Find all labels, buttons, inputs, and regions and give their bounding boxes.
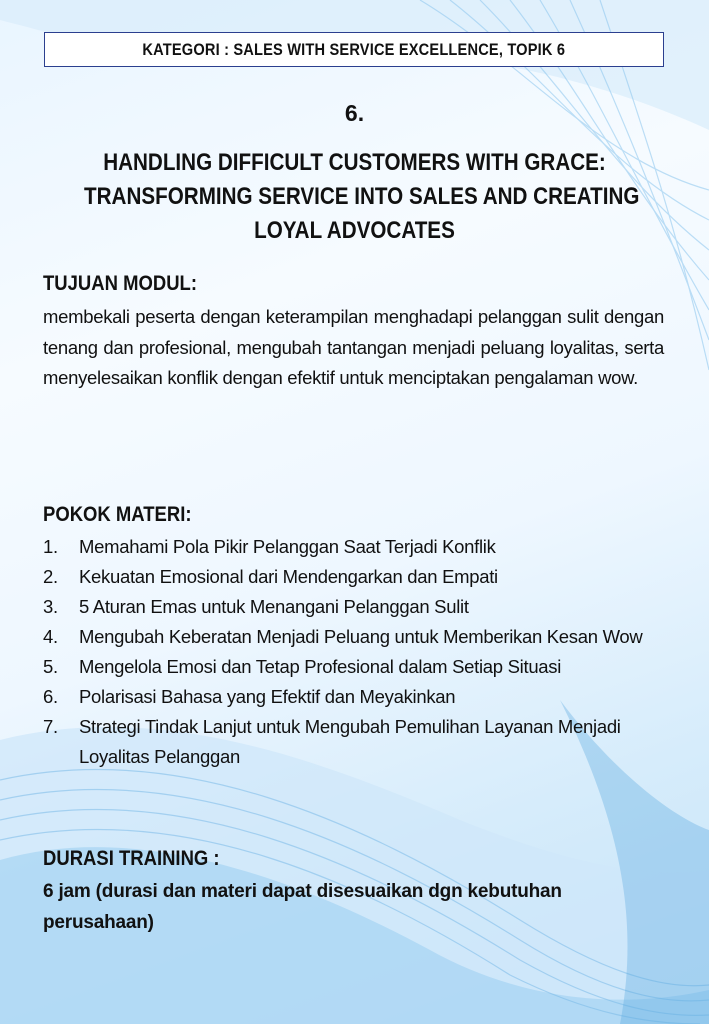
duration-heading: DURASI TRAINING : bbox=[43, 847, 220, 870]
category-label: KATEGORI : SALES WITH SERVICE EXCELLENCE, TOPIK 6 bbox=[142, 39, 566, 59]
list-item-text: 5 Aturan Emas untuk Menangani Pelanggan Sulit bbox=[79, 596, 469, 617]
objective-text: membekali peserta dengan keterampilan menghadapi pelanggan sulit dengan tenang dan profesional, mengubah tantangan menjadi peluang loyalitas, serta menyelesaikan konflik dengan efektif untuk menciptakan pengalaman wow. bbox=[43, 306, 664, 388]
materials-heading: POKOK MATERI: bbox=[43, 503, 192, 526]
category-header bbox=[44, 32, 664, 67]
list-item bbox=[43, 652, 673, 682]
list-item bbox=[43, 562, 673, 592]
list-item bbox=[43, 682, 673, 712]
list-item-number: 7. bbox=[43, 716, 58, 737]
list-item bbox=[43, 622, 673, 652]
list-item-text: Polarisasi Bahasa yang Efektif dan Meyakinkan bbox=[79, 686, 456, 707]
list-item-number: 2. bbox=[43, 566, 58, 587]
list-item-text: Mengelola Emosi dan Tetap Profesional dalam Setiap Situasi bbox=[79, 656, 562, 677]
list-item-text: Kekuatan Emosional dari Mendengarkan dan Empati bbox=[79, 566, 498, 587]
objective-heading: TUJUAN MODUL: bbox=[43, 272, 197, 295]
list-item-text: Memahami Pola Pikir Pelanggan Saat Terjadi Konflik bbox=[79, 536, 496, 557]
list-item-number: 4. bbox=[43, 626, 58, 647]
list-item-text: Strategi Tindak Lanjut untuk Mengubah Pemulihan Layanan Menjadi Loyalitas Pelanggan bbox=[79, 716, 621, 767]
module-title-line: TRANSFORMING SERVICE INTO SALES AND CREATING bbox=[84, 183, 640, 210]
module-title bbox=[40, 146, 669, 248]
list-item bbox=[43, 712, 673, 772]
list-item bbox=[43, 532, 673, 562]
list-item bbox=[43, 592, 673, 622]
duration-text: 6 jam (durasi dan materi dapat disesuaikan dgn kebutuhan perusahaan) bbox=[43, 881, 562, 933]
topic-number: 6. bbox=[344, 100, 365, 126]
module-title-line: HANDLING DIFFICULT CUSTOMERS WITH GRACE: bbox=[103, 149, 606, 176]
list-item-number: 1. bbox=[43, 536, 58, 557]
module-title-line: LOYAL ADVOCATES bbox=[254, 217, 455, 244]
list-item-number: 5. bbox=[43, 656, 58, 677]
materials-list bbox=[43, 532, 673, 772]
list-item-number: 6. bbox=[43, 686, 58, 707]
list-item-number: 3. bbox=[43, 596, 58, 617]
list-item-text: Mengubah Keberatan Menjadi Peluang untuk Memberikan Kesan Wow bbox=[79, 626, 643, 647]
